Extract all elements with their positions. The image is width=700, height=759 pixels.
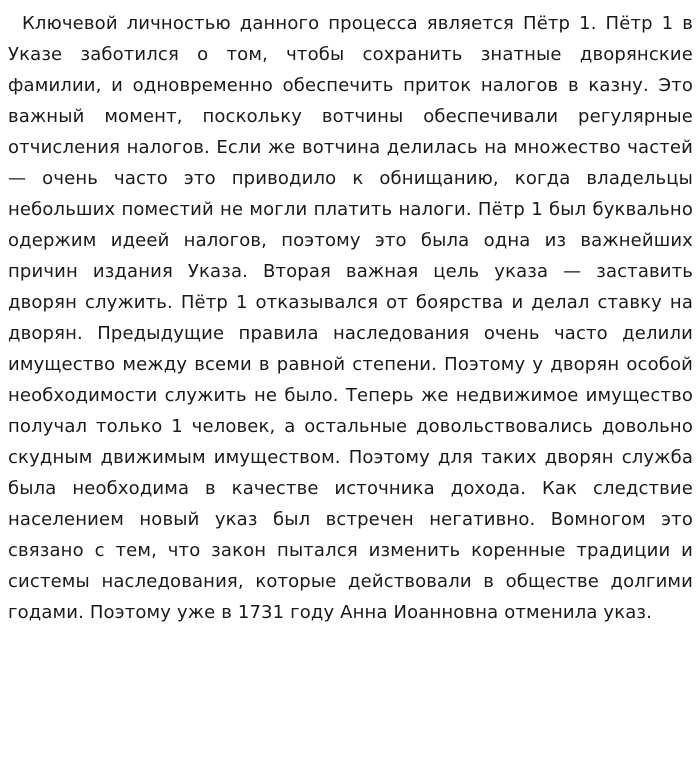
body-paragraph: Ключевой личностью данного процесса является Пётр 1. Пётр 1 в Указе заботился о том, чтобы сохранить знатные дворянские фамилии, и одновременно обеспечить приток налогов в казну. Это важный момент, поскольку вотчины обеспечивали регулярные отчисления налогов. Если же вотчина делилась на множество частей — очень часто это приводило к обнищанию, когда владельцы небольших поместий не могли платить налоги. Пётр 1 был буквально одержим идеей налогов, поэтому это была одна из важнейших причин издания Указа. Вторая важная цель указа — заставить дворян служить. Пётр 1 отказывался от боярства и делал ставку на дворян. Предыдущие правила наследования очень часто делили имущество между всеми в равной степени. Поэтому у дворян особой необходимости служить не было. Теперь же недвижимое имущество получал только 1 человек, а остальные довольствовались довольно скудным движимым имуществом. Поэтому для таких дворян служба была необходима в качестве источника дохода. Как следствие населением новый указ был встречен негативно. Вомногом это связано с тем, что закон пытался изменить коренные традиции и системы наследования, которые действовали в обществе долгими годами. Поэтому уже в 1731 году Анна Иоанновна отменила указ. <box>8 13 693 623</box>
